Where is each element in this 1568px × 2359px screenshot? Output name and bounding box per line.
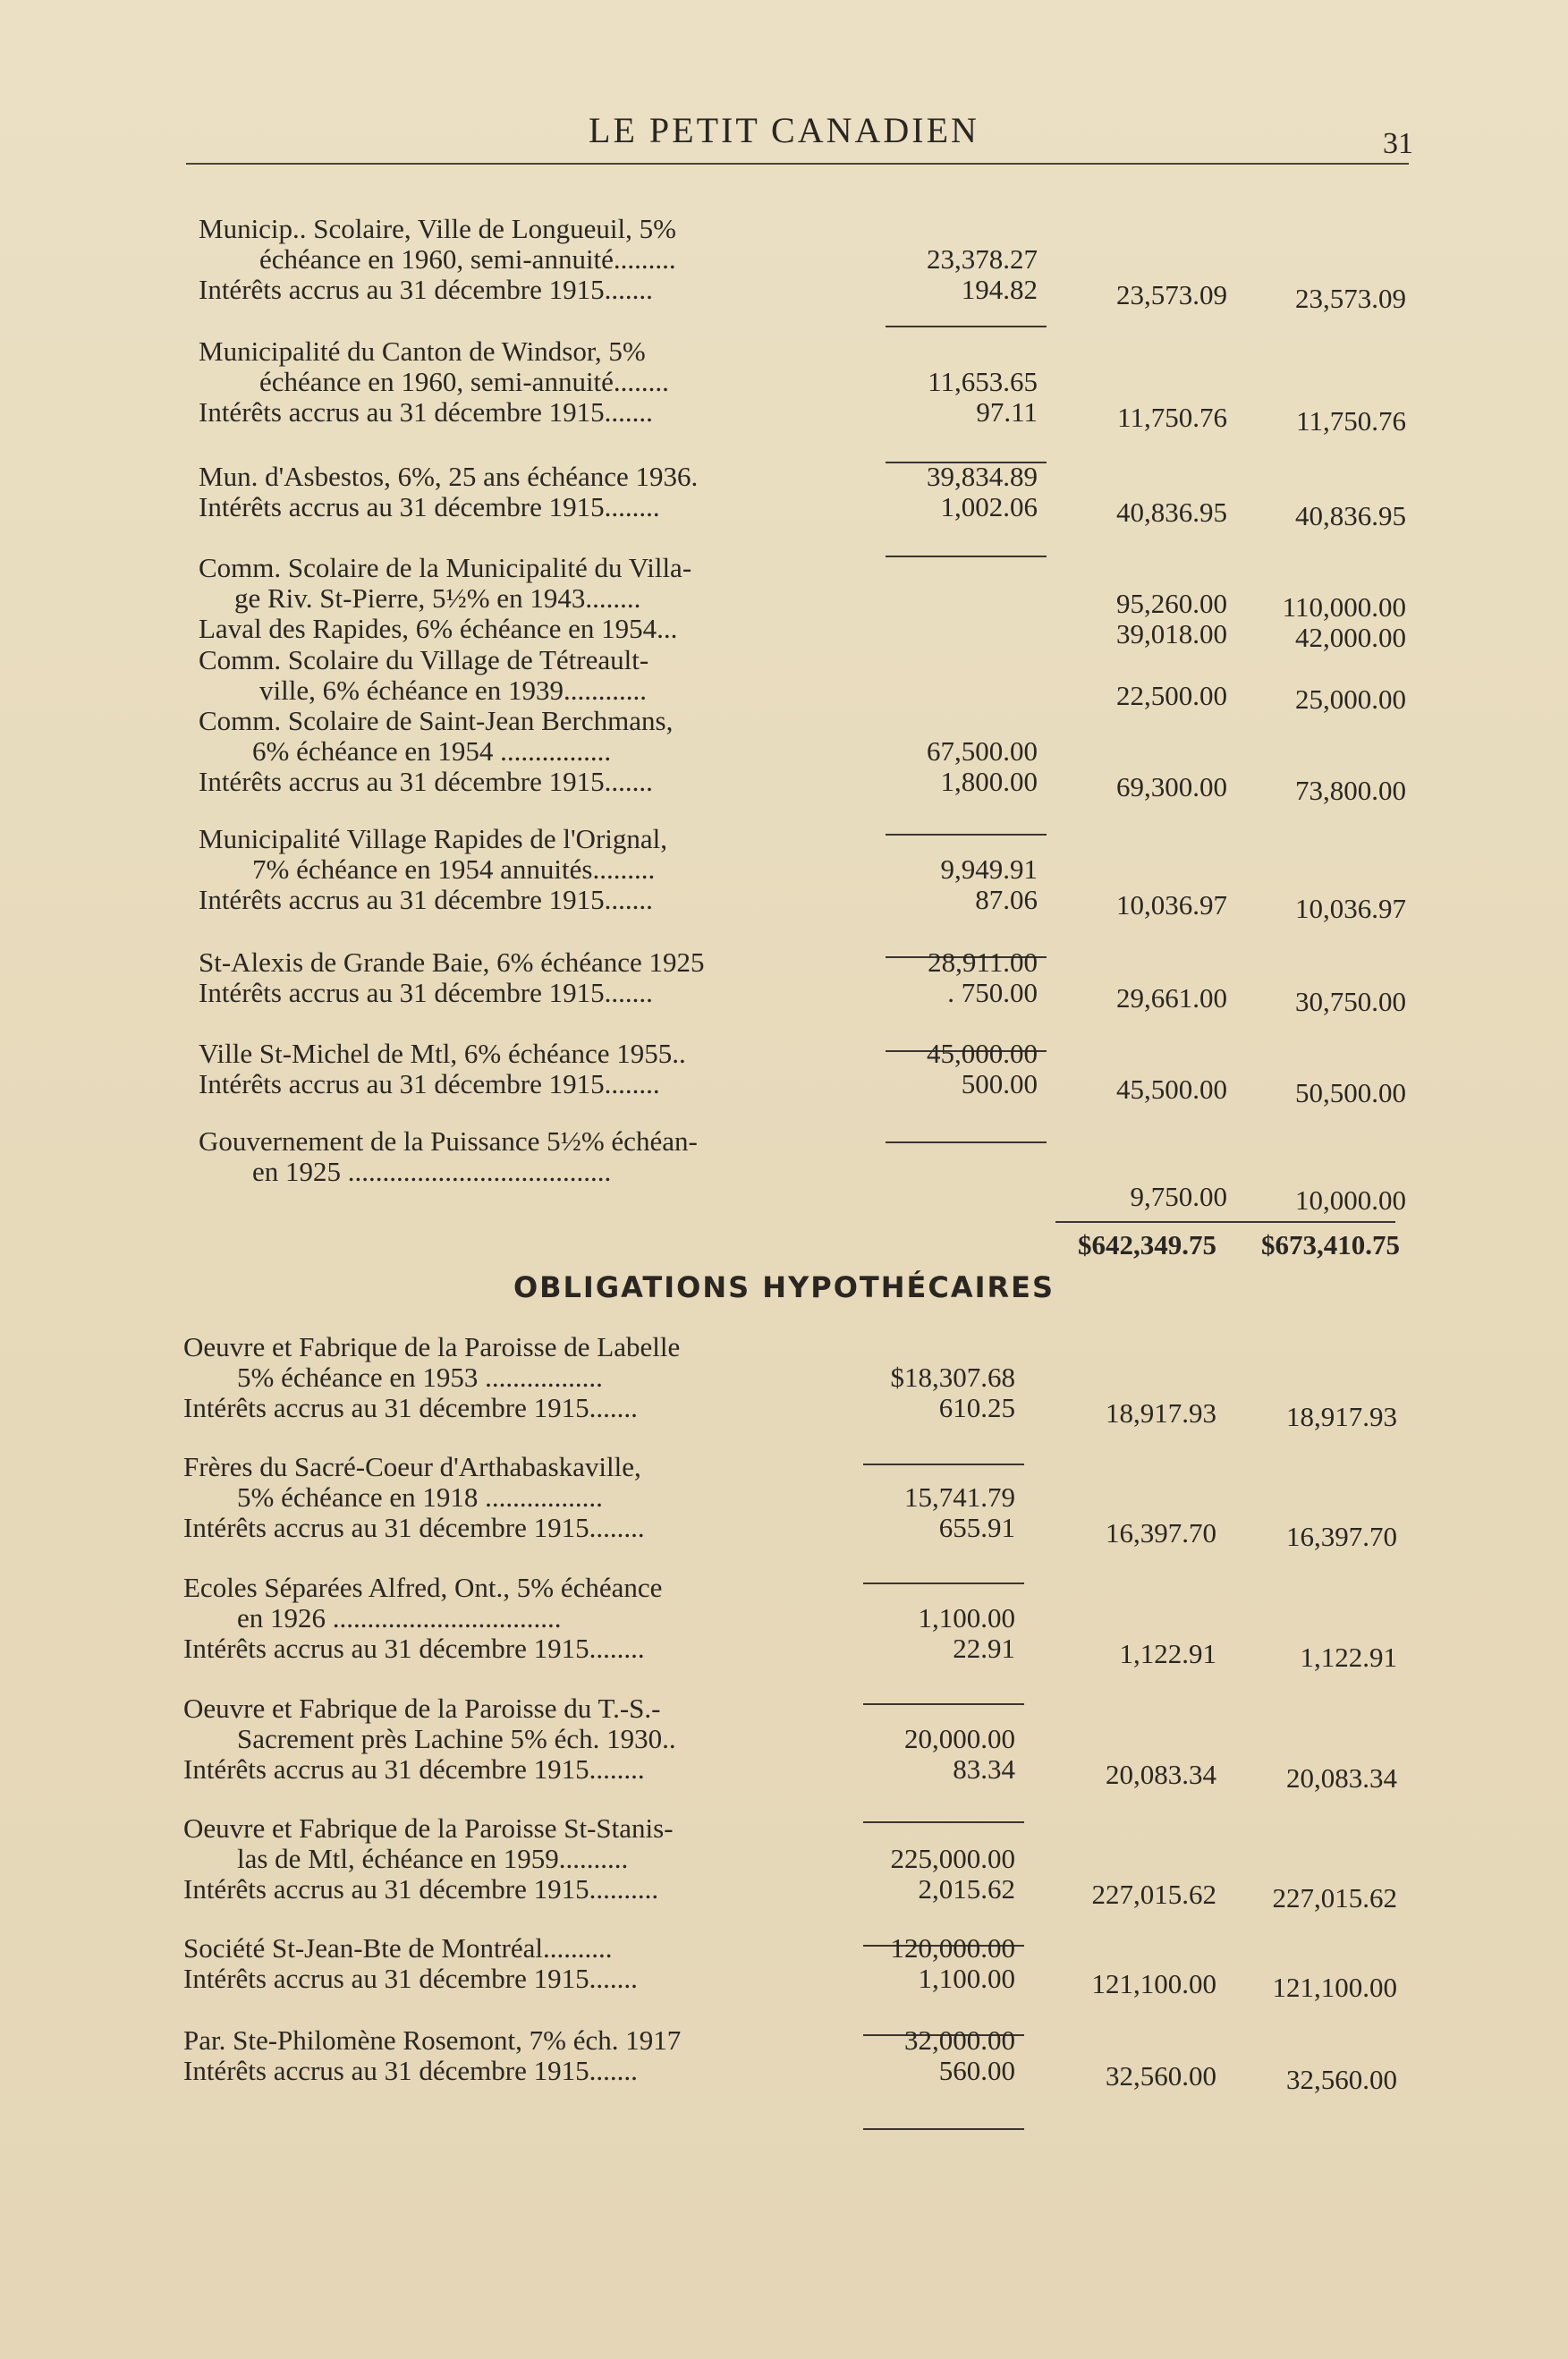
entry-amount: 23,378.27 xyxy=(927,243,1038,275)
entry-line: Intérêts accrus au 31 décembre 1915....... xyxy=(183,1392,638,1423)
subtotal-rule xyxy=(863,1583,1024,1584)
entry-line: Ville St-Michel de Mtl, 6% échéance 1955.. xyxy=(199,1038,686,1069)
entry-par-value: 20,083.34 xyxy=(1286,1762,1397,1794)
entry-line: Oeuvre et Fabrique de la Paroisse St-Stanis- xyxy=(183,1812,674,1844)
entry-line: Intérêts accrus au 31 décembre 1915....... xyxy=(183,2055,638,2086)
entry-amount: 1,100.00 xyxy=(918,1963,1015,1994)
entry-line: Intérêts accrus au 31 décembre 1915....... xyxy=(199,766,653,797)
entry-line: Intérêts accrus au 31 décembre 1915....... xyxy=(183,1963,638,1994)
entry-line: Oeuvre et Fabrique de la Paroisse de Labelle xyxy=(183,1331,681,1362)
entry-total: 29,661.00 xyxy=(1116,982,1227,1014)
entry-amount: 2,015.62 xyxy=(918,1873,1015,1905)
entry-total: 22,500.00 xyxy=(1116,680,1227,711)
page-number: 31 xyxy=(1383,127,1413,160)
entry-amount: 1,002.06 xyxy=(940,491,1038,522)
entry-total: 18,917.93 xyxy=(1106,1397,1216,1429)
entry-par-value: 1,122.91 xyxy=(1300,1642,1397,1673)
entry-par-value: 110,000.00 xyxy=(1282,591,1406,623)
subtotal-rule xyxy=(863,1703,1024,1705)
entry-par-value: 10,036.97 xyxy=(1295,893,1406,924)
entry-line: Municipalité Village Rapides de l'Orignal, xyxy=(199,823,668,854)
entry-line: Société St-Jean-Bte de Montréal.......... xyxy=(183,1932,613,1964)
subtotal-rule xyxy=(863,1464,1024,1465)
section-heading: OBLIGATIONS HYPOTHÉCAIRES xyxy=(513,1270,1055,1304)
entry-par-value: 30,750.00 xyxy=(1295,986,1406,1017)
entry-line: St-Alexis de Grande Baie, 6% échéance 1925 xyxy=(199,946,705,978)
entry-amount: 120,000.00 xyxy=(890,1932,1015,1964)
entry-total: 39,018.00 xyxy=(1116,618,1227,649)
entry-amount: 500.00 xyxy=(961,1068,1038,1099)
entry-line: 7% échéance en 1954 annuités......... xyxy=(252,853,656,885)
entry-total: 20,083.34 xyxy=(1106,1759,1216,1790)
entry-amount: 87.06 xyxy=(975,884,1038,915)
entry-line: Ecoles Séparées Alfred, Ont., 5% échéance xyxy=(183,1572,663,1603)
entry-amount: 20,000.00 xyxy=(904,1723,1015,1754)
subtotal-rule xyxy=(863,2128,1024,2130)
entry-total: 95,260.00 xyxy=(1116,588,1227,619)
subtotal-rule xyxy=(886,834,1047,836)
entry-amount: 32,000.00 xyxy=(904,2024,1015,2056)
entry-line: Intérêts accrus au 31 décembre 1915....... xyxy=(199,977,653,1008)
entry-line: Intérêts accrus au 31 décembre 1915.......... xyxy=(183,1873,659,1905)
entry-amount: 194.82 xyxy=(961,274,1038,305)
subtotal-rule xyxy=(863,1821,1024,1823)
entry-total: 10,036.97 xyxy=(1116,889,1227,921)
entry-line: Laval des Rapides, 6% échéance en 1954... xyxy=(199,613,678,644)
subtotal-rule xyxy=(886,556,1047,557)
entry-par-value: 16,397.70 xyxy=(1286,1521,1397,1552)
entry-line: Municip.. Scolaire, Ville de Longueuil, 5% xyxy=(199,213,676,244)
entry-line: 5% échéance en 1953 ................. xyxy=(237,1362,603,1393)
entry-par-value: 73,800.00 xyxy=(1295,775,1406,806)
entry-amount: 67,500.00 xyxy=(927,735,1038,767)
entry-amount: 45,000.00 xyxy=(927,1038,1038,1069)
entry-total: 1,122.91 xyxy=(1119,1638,1216,1669)
entry-amount: . 750.00 xyxy=(947,977,1038,1008)
entry-par-value: 42,000.00 xyxy=(1295,622,1406,653)
entry-par-value: 10,000.00 xyxy=(1295,1184,1406,1216)
entry-line: Comm. Scolaire du Village de Tétreault- xyxy=(199,644,649,675)
entry-amount: 83.34 xyxy=(953,1753,1015,1785)
entry-total: 40,836.95 xyxy=(1116,496,1227,528)
entry-line: Sacrement près Lachine 5% éch. 1930.. xyxy=(237,1723,676,1754)
entry-amount: 560.00 xyxy=(938,2055,1015,2086)
entry-line: Intérêts accrus au 31 décembre 1915........ xyxy=(183,1633,645,1664)
entry-amount: 9,949.91 xyxy=(940,853,1038,885)
entry-amount: 225,000.00 xyxy=(890,1843,1015,1874)
entry-amount: 11,653.65 xyxy=(928,366,1038,397)
entry-amount: 15,741.79 xyxy=(904,1481,1015,1513)
entry-line: ville, 6% échéance en 1939............ xyxy=(259,675,647,706)
entry-par-value: 121,100.00 xyxy=(1272,1972,1397,2003)
entry-line: échéance en 1960, semi-annuité......... xyxy=(259,243,676,275)
subtotal-rule xyxy=(886,1141,1047,1143)
entry-line: Intérêts accrus au 31 décembre 1915....... xyxy=(199,884,653,915)
page-header-title: LE PETIT CANADIEN xyxy=(589,110,979,150)
entry-total: 16,397.70 xyxy=(1106,1517,1216,1549)
entry-line: las de Mtl, échéance en 1959.......... xyxy=(237,1843,629,1874)
entry-line: Oeuvre et Fabrique de la Paroisse du T.-S.- xyxy=(183,1693,661,1724)
entry-amount: 655.91 xyxy=(938,1512,1015,1543)
entry-total: 227,015.62 xyxy=(1091,1879,1216,1910)
entry-amount: 97.11 xyxy=(976,396,1038,428)
entry-par-value: 40,836.95 xyxy=(1295,500,1406,531)
entry-line: ge Riv. St-Pierre, 5½% en 1943........ xyxy=(234,582,641,614)
entry-line: en 1926 ................................. xyxy=(237,1602,562,1633)
entry-total: 32,560.00 xyxy=(1106,2060,1216,2092)
entry-line: Intérêts accrus au 31 décembre 1915....... xyxy=(199,274,653,305)
entry-line: 6% échéance en 1954 ................ xyxy=(252,735,612,767)
entry-line: Mun. d'Asbestos, 6%, 25 ans échéance 1936. xyxy=(199,461,699,492)
entry-total: 69,300.00 xyxy=(1116,771,1227,802)
entry-par-value: 23,573.09 xyxy=(1295,283,1406,314)
entry-total: 23,573.09 xyxy=(1116,279,1227,310)
entry-line: Par. Ste-Philomène Rosemont, 7% éch. 1917 xyxy=(183,2024,682,2056)
entry-line: Intérêts accrus au 31 décembre 1915........ xyxy=(183,1512,645,1543)
entry-par-value: 32,560.00 xyxy=(1286,2064,1397,2095)
entry-par-value: 18,917.93 xyxy=(1286,1401,1397,1432)
entry-par-value: 50,500.00 xyxy=(1295,1077,1406,1108)
entry-amount: 28,911.00 xyxy=(928,946,1038,978)
entry-line: Gouvernement de la Puissance 5½% échéan- xyxy=(199,1125,698,1157)
header-rule xyxy=(186,163,1409,165)
entry-total: 121,100.00 xyxy=(1091,1968,1216,1999)
entry-line: en 1925 ...................................... xyxy=(252,1156,612,1187)
grand-total-rule xyxy=(1055,1221,1395,1223)
entry-total: 9,750.00 xyxy=(1130,1181,1227,1212)
entry-line: Intérêts accrus au 31 décembre 1915........ xyxy=(183,1753,645,1785)
entry-line: Intérêts accrus au 31 décembre 1915........ xyxy=(199,491,660,522)
entry-total: 45,500.00 xyxy=(1116,1073,1227,1105)
entry-amount: 39,834.89 xyxy=(927,461,1038,492)
entry-line: Comm. Scolaire de Saint-Jean Berchmans, xyxy=(199,705,674,736)
entry-line: 5% échéance en 1918 ................. xyxy=(237,1481,603,1513)
entry-par-value: 227,015.62 xyxy=(1272,1882,1397,1914)
entry-par-value: 25,000.00 xyxy=(1295,683,1406,715)
entry-amount: 1,100.00 xyxy=(918,1602,1015,1633)
entry-line: Comm. Scolaire de la Municipalité du Villa- xyxy=(199,552,692,583)
entry-par-value: 11,750.76 xyxy=(1296,405,1406,437)
grand-total-par: $673,410.75 xyxy=(1261,1229,1400,1260)
entry-line: échéance en 1960, semi-annuité........ xyxy=(259,366,669,397)
entry-amount: 1,800.00 xyxy=(940,766,1038,797)
entry-line: Intérêts accrus au 31 décembre 1915....... xyxy=(199,396,653,428)
subtotal-rule xyxy=(886,326,1047,327)
entry-total: 11,750.76 xyxy=(1117,402,1227,433)
entry-line: Frères du Sacré-Coeur d'Arthabaskaville, xyxy=(183,1451,641,1482)
entry-amount: 610.25 xyxy=(938,1392,1015,1423)
entry-line: Intérêts accrus au 31 décembre 1915........ xyxy=(199,1068,660,1099)
entry-amount: 22.91 xyxy=(953,1633,1015,1664)
entry-line: Municipalité du Canton de Windsor, 5% xyxy=(199,335,646,367)
grand-total-value: $642,349.75 xyxy=(1078,1229,1216,1260)
entry-amount: $18,307.68 xyxy=(890,1362,1015,1393)
